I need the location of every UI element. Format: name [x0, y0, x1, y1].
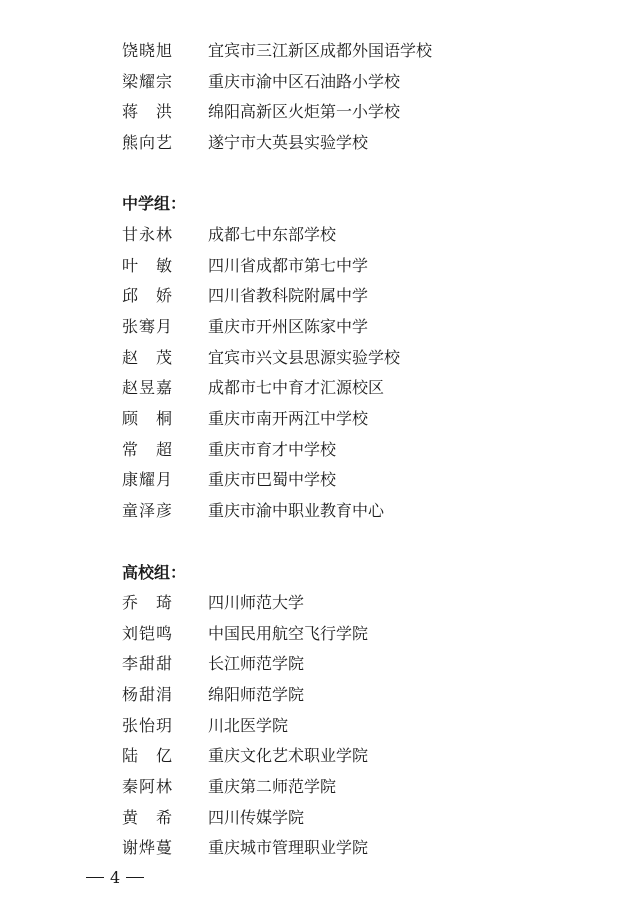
school-name: 重庆第二师范学院	[208, 776, 337, 796]
list-item	[122, 433, 582, 464]
person-name: 康耀月	[122, 470, 172, 490]
school-name: 四川省成都市第七中学	[208, 255, 369, 275]
list-item	[122, 249, 582, 280]
primary-group-list	[122, 34, 582, 157]
page-number: 4	[110, 868, 121, 887]
person-name: 顾 桐	[122, 408, 172, 428]
person-name: 张怡玥	[122, 715, 172, 735]
list-item	[122, 279, 582, 310]
list-item	[122, 678, 582, 709]
list-item	[122, 832, 582, 863]
school-name: 四川师范大学	[208, 592, 305, 612]
list-item	[122, 310, 582, 341]
person-name: 常 超	[122, 439, 172, 459]
school-name: 成都七中东部学校	[208, 224, 337, 244]
list-item	[122, 341, 582, 372]
person-name: 熊向艺	[122, 132, 172, 152]
school-name: 宜宾市兴文县思源实验学校	[208, 347, 401, 367]
list-item	[122, 494, 582, 525]
list-item	[122, 126, 582, 157]
list-item	[122, 402, 582, 433]
person-name: 童泽彦	[122, 501, 172, 521]
school-name: 重庆市渝中区石油路小学校	[208, 71, 401, 91]
list-item	[122, 739, 582, 770]
person-name: 乔 琦	[122, 592, 172, 612]
person-name: 李甜甜	[122, 654, 172, 674]
list-item	[122, 371, 582, 402]
school-name: 宜宾市三江新区成都外国语学校	[208, 40, 433, 60]
list-item	[122, 801, 582, 832]
school-name: 重庆市育才中学校	[208, 439, 337, 459]
person-name: 赵昱嘉	[122, 378, 172, 398]
list-item	[122, 770, 582, 801]
school-name: 中国民用航空飞行学院	[208, 623, 369, 643]
list-item	[122, 617, 582, 648]
school-name: 川北医学院	[208, 715, 289, 735]
footer-dash-left	[86, 877, 104, 878]
person-name: 甘永林	[122, 224, 172, 244]
person-name: 蒋 洪	[122, 102, 172, 122]
list-item	[122, 218, 582, 249]
person-name: 张骞月	[122, 316, 172, 336]
list-item	[122, 34, 582, 65]
person-name: 黄 希	[122, 807, 172, 827]
person-name: 刘铠鸣	[122, 623, 172, 643]
school-name: 重庆市渝中职业教育中心	[208, 501, 385, 521]
school-name: 重庆市南开两江中学校	[208, 408, 369, 428]
person-name: 杨甜涓	[122, 684, 172, 704]
footer-dash-right	[126, 877, 144, 878]
school-name: 四川省教科院附属中学	[208, 286, 369, 306]
person-name: 邱 娇	[122, 286, 172, 306]
school-name: 绵阳师范学院	[208, 684, 305, 704]
school-name: 重庆市巴蜀中学校	[208, 470, 337, 490]
list-item	[122, 647, 582, 678]
person-name: 饶晓旭	[122, 40, 172, 60]
middle-group-list	[122, 218, 582, 525]
school-name: 四川传媒学院	[208, 807, 305, 827]
list-item	[122, 464, 582, 495]
person-name: 梁耀宗	[122, 71, 172, 91]
person-name: 叶 敏	[122, 255, 172, 275]
school-name: 重庆市开州区陈家中学	[208, 316, 369, 336]
person-name: 陆 亿	[122, 746, 172, 766]
school-name: 成都市七中育才汇源校区	[208, 378, 385, 398]
list-item	[122, 709, 582, 740]
page-footer	[86, 868, 144, 887]
school-name: 遂宁市大英县实验学校	[208, 132, 369, 152]
list-item	[122, 95, 582, 126]
person-name: 赵 茂	[122, 347, 172, 367]
school-name: 重庆文化艺术职业学院	[208, 746, 369, 766]
person-name: 秦阿林	[122, 776, 172, 796]
school-name: 绵阳高新区火炬第一小学校	[208, 102, 401, 122]
person-name: 谢烨蔓	[122, 838, 172, 858]
school-name: 重庆城市管理职业学院	[208, 838, 369, 858]
college-group-heading: 高校组：	[122, 562, 187, 582]
list-item	[122, 65, 582, 96]
college-group-list	[122, 586, 582, 862]
middle-group-heading: 中学组：	[122, 193, 187, 213]
school-name: 长江师范学院	[208, 654, 305, 674]
list-item	[122, 586, 582, 617]
